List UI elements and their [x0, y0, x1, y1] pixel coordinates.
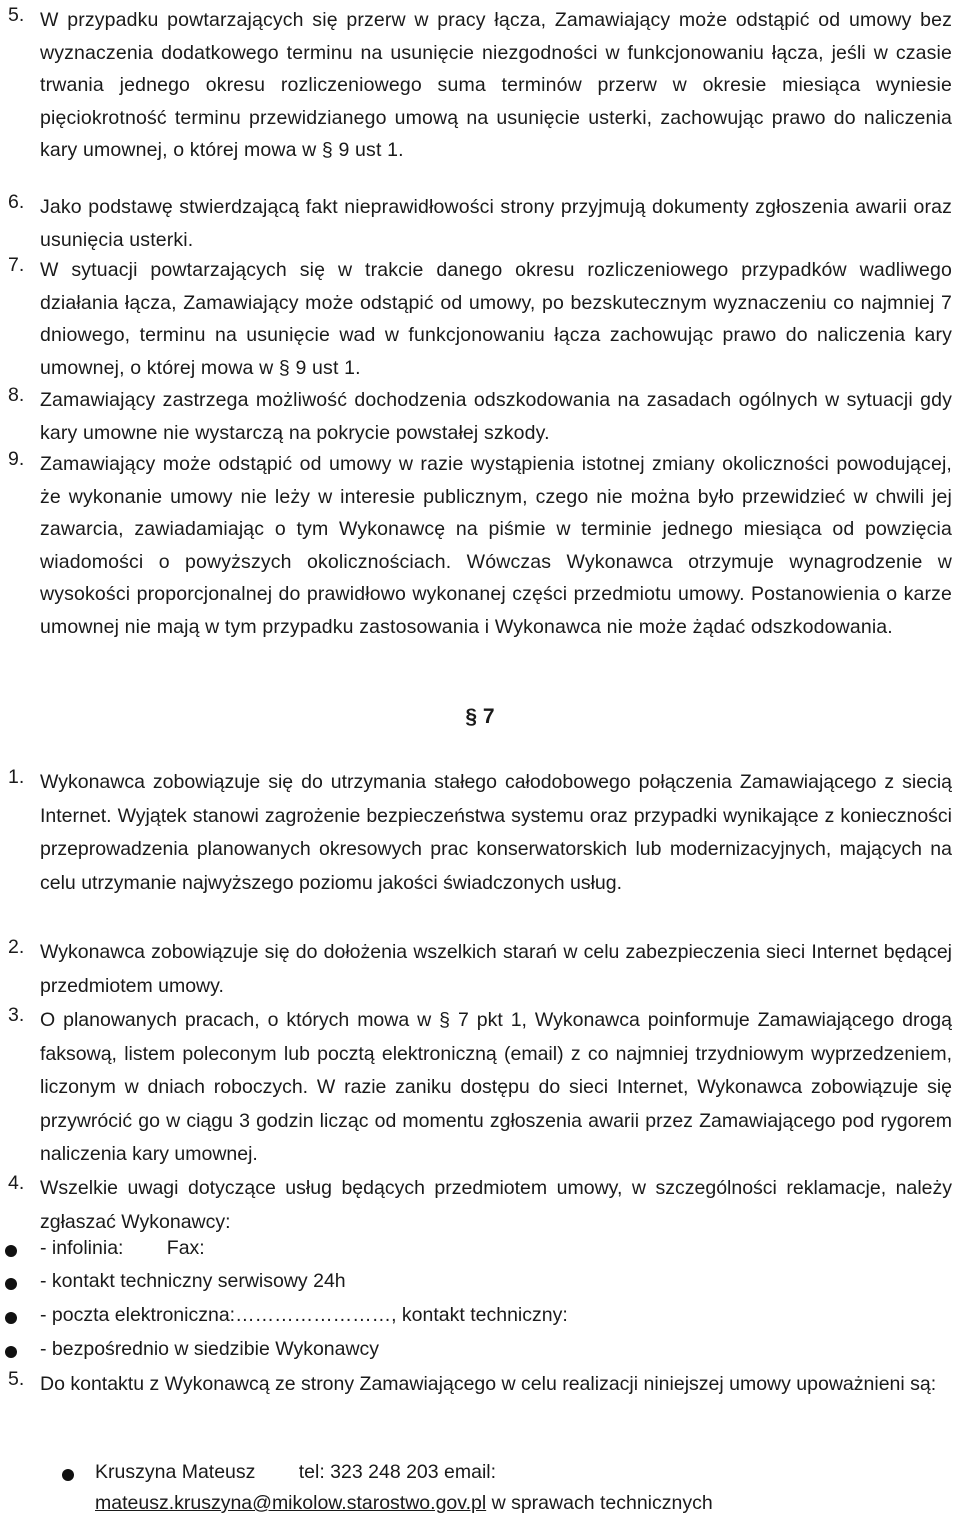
bullet-icon: [62, 1469, 74, 1481]
contact-email: - poczta elektroniczna:……………………, kontakt techniczny:: [40, 1304, 568, 1326]
item-number: 5.: [8, 4, 25, 26]
contact-infolinia: - infolinia: Fax:: [40, 1237, 205, 1259]
contact-tech-support: - kontakt techniczny serwisowy 24h: [40, 1270, 346, 1292]
item-text: Wszelkie uwagi dotyczące usług będących przedmiotem umowy, w szczególności reklamacje, należy zgłaszać Wykonawcy:: [40, 1177, 952, 1233]
item-number: 4.: [8, 1172, 25, 1194]
item-number: 9.: [8, 448, 25, 470]
item-number: 1.: [8, 766, 25, 788]
bullet-icon: [5, 1346, 17, 1358]
contact-person-email-line: [95, 1492, 713, 1515]
email-suffix: w sprawach technicznych: [486, 1492, 713, 1514]
item-text: W sytuacji powtarzających się w trakcie danego okresu rozliczeniowego przypadków wadliwego działania łącza, Zamawiający może odstąpić od umowy, po bezskutecznym wyznaczeniu co najmniej 7 dniowego, terminu na usunięcie wad w funkcjonowaniu łącza zachowując prawo do naliczenia kary umownej, o której mowa w § 9 ust 1.: [40, 259, 952, 379]
section-heading: § 7: [465, 705, 495, 728]
bullet-icon: [5, 1245, 17, 1257]
item-number: 3.: [8, 1004, 25, 1026]
item-text: Jako podstawę stwierdzającą fakt nieprawidłowości strony przyjmują dokumenty zgłoszenia awarii oraz usunięcia usterki.: [40, 196, 952, 251]
bullet-icon: [5, 1278, 17, 1290]
item-number: 5.: [8, 1368, 25, 1390]
item-text: W przypadku powtarzających się przerw w pracy łącza, Zamawiający może odstąpić od umowy bez wyznaczenia dodatkowego terminu na usunięcie niezgodności w funkcjonowaniu łącza, jeśli w czasie trwania jednego okresu rozliczeniowego suma terminów przerw w okresie miesiąca wyniesie pięciokrotność terminu przewidzianego umową na usunięcie usterki, zachowując prawo do naliczenia kary umownej, o której mowa w § 9 ust 1.: [40, 9, 952, 161]
item-text: Zamawiający zastrzega możliwość dochodzenia odszkodowania na zasadach ogólnych w sytuacji gdy kary umowne nie wystarczą na pokrycie powstałej szkody.: [40, 389, 952, 444]
contact-office: - bezpośrednio w siedzibie Wykonawcy: [40, 1338, 380, 1360]
item-text: Zamawiający może odstąpić od umowy w razie wystąpienia istotnej zmiany okoliczności powodującej, że wykonanie umowy nie leży w interesie publicznym, czego nie można było przewidzieć w chwili jej zawarcia, zawiadamiając o tym Wykonawcę na piśmie w terminie jednego miesiąca od powzięcia wiadomości o powyższych okolicznościach. Wówczas Wykonawca otrzymuje wynagrodzenie w wysokości proporcjonalnej do prawidłowo wykonanej części przedmiotu umowy. Postanowienia o karze umownej nie mają w tym przypadku zastosowania i Wykonawca nie może żądać odszkodowania.: [40, 453, 952, 638]
item-number: 6.: [8, 191, 25, 213]
item-number: 2.: [8, 936, 25, 958]
contact-person: Kruszyna Mateusz tel: 323 248 203 email:: [95, 1461, 497, 1483]
item-text: Wykonawca zobowiązuje się do utrzymania stałego całodobowego połączenia Zamawiającego z siecią Internet. Wyjątek stanowi zagrożenie bezpieczeństwa systemu oraz przypadki wynikające z konieczności przeprowadzenia planowanych okresowych prac konserwatorskich lub modernizacyjnych, mających na celu utrzymanie najwyższego poziomu jakości świadczonych usług.: [40, 771, 952, 894]
item-number: 7.: [8, 254, 25, 276]
item-number: 8.: [8, 384, 25, 406]
item-text: O planowanych pracach, o których mowa w § 7 pkt 1, Wykonawca poinformuje Zamawiającego drogą faksową, listem poleconym lub pocztą elektroniczną (email) z co najmniej trzydniowym wyprzedzeniem, liczonym w dniach roboczych. W razie zaniku dostępu do sieci Internet, Wykonawca zobowiązuje się przywrócić go w ciągu 3 godzin licząc od momentu zgłoszenia awarii przez Zamawiającego pod rygorem naliczenia kary umownej.: [40, 1009, 952, 1165]
item-text: Wykonawca zobowiązuje się do dołożenia wszelkich starań w celu zabezpieczenia sieci Internet będącej przedmiotem umowy.: [40, 941, 952, 997]
item-text: Do kontaktu z Wykonawcą ze strony Zamawiającego w celu realizacji niniejszej umowy upoważnieni są:: [40, 1373, 937, 1395]
bullet-icon: [5, 1312, 17, 1324]
email-link[interactable]: mateusz.kruszyna@mikolow.starostwo.gov.pl: [95, 1492, 487, 1514]
